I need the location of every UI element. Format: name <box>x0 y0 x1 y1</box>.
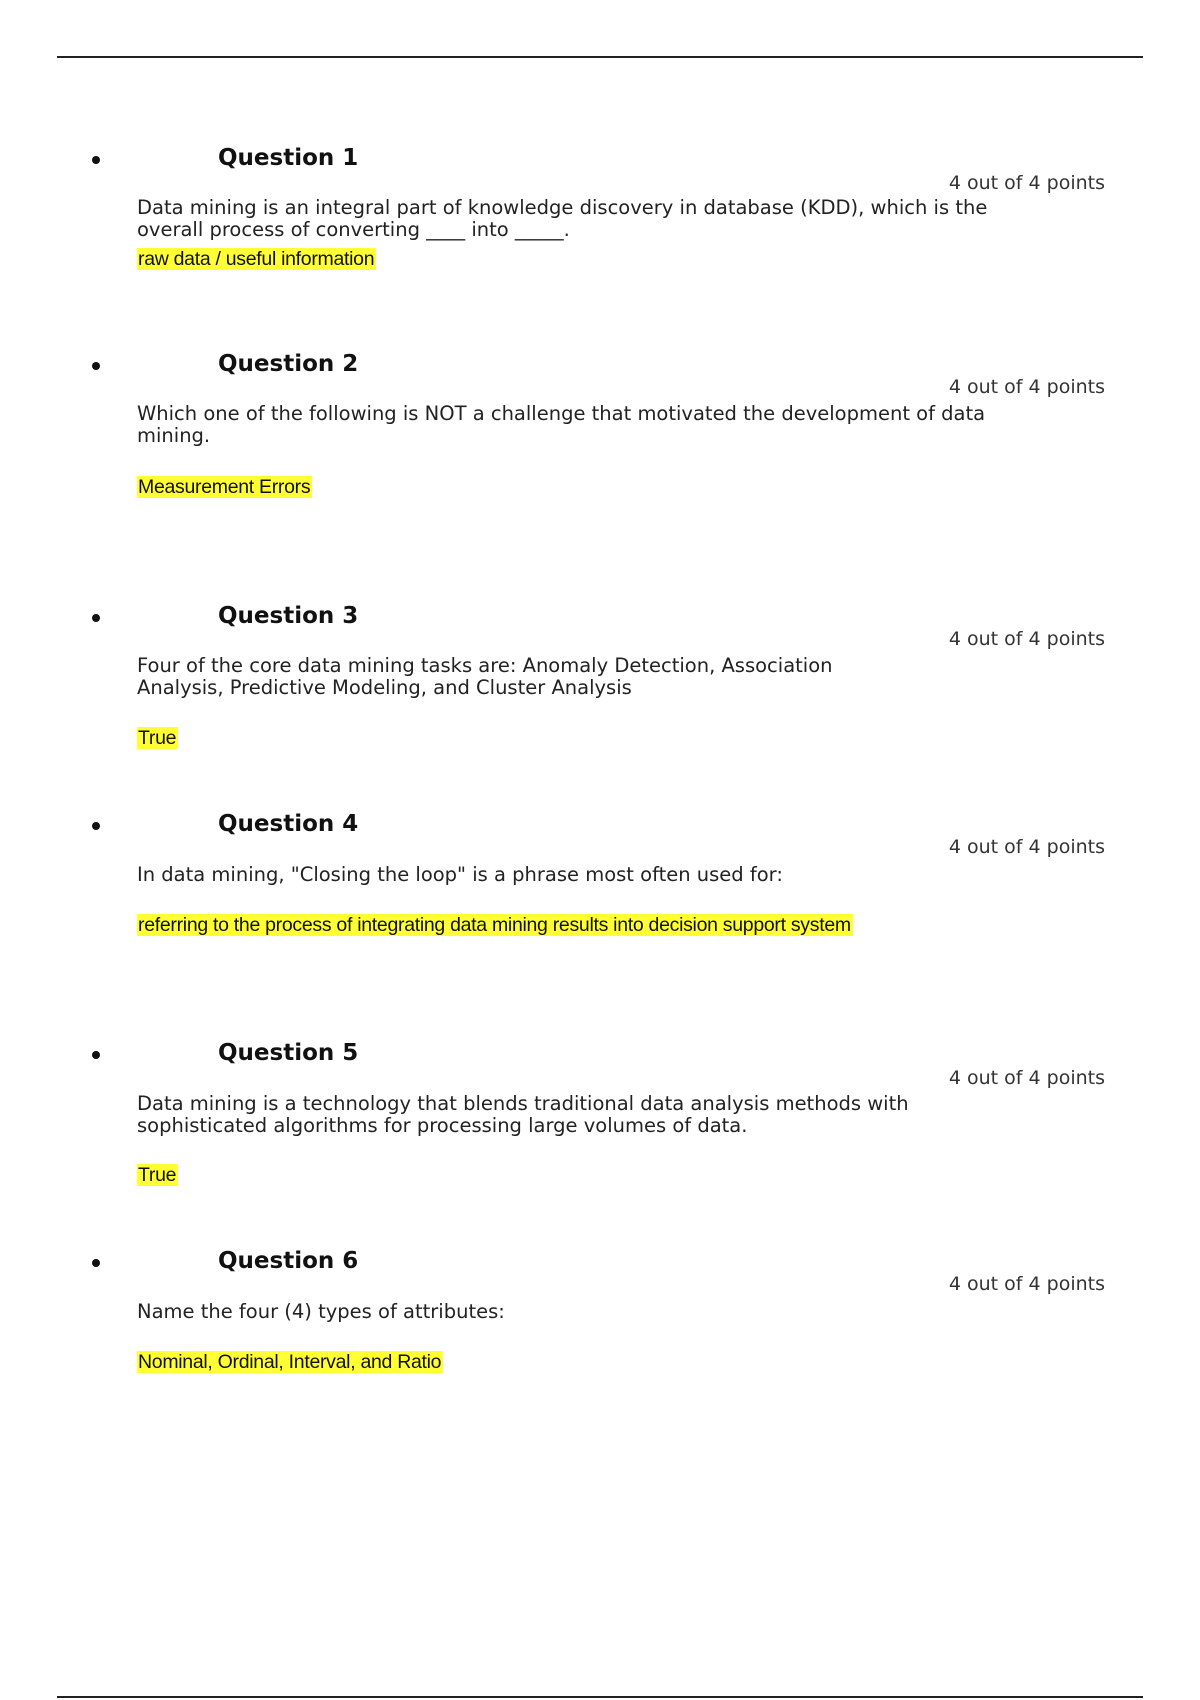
answer-highlight: True <box>138 727 177 749</box>
question-answer <box>137 245 376 273</box>
question-title: Question 6 <box>218 1248 359 1274</box>
answer-highlight: True <box>138 1164 177 1186</box>
question-points: 4 out of 4 points <box>948 628 1105 650</box>
bullet-icon <box>92 362 100 370</box>
question-text: Data mining is a technology that blends traditional data analysis methods with sophisticated algorithms for processing large volumes of data. <box>137 1092 909 1137</box>
question-text: Name the four (4) types of attributes: <box>137 1300 505 1323</box>
bullet-icon <box>92 156 100 164</box>
bullet-icon <box>92 614 100 622</box>
question-points: 4 out of 4 points <box>948 376 1105 398</box>
question-points: 4 out of 4 points <box>948 836 1105 858</box>
question-title: Question 1 <box>218 145 359 171</box>
question-points: 4 out of 4 points <box>948 172 1105 194</box>
answer-highlight: referring to the process of integrating data mining results into decision support system <box>138 914 851 936</box>
bottom-rule <box>57 1696 1143 1698</box>
question-answer <box>137 1348 443 1376</box>
question-points: 4 out of 4 points <box>948 1067 1105 1089</box>
question-answer <box>137 1161 178 1189</box>
question-title: Question 3 <box>218 603 359 629</box>
question-answer <box>137 724 178 752</box>
question-title: Question 2 <box>218 351 359 377</box>
question-text: Four of the core data mining tasks are: Anomaly Detection, Association Analysis, Predictive Modeling, and Cluster Analysis <box>137 654 833 699</box>
bullet-icon <box>92 822 100 830</box>
answer-highlight: Nominal, Ordinal, Interval, and Ratio <box>138 1351 442 1373</box>
question-answer <box>137 911 853 939</box>
top-rule <box>57 56 1143 58</box>
bullet-icon <box>92 1051 100 1059</box>
question-text: In data mining, "Closing the loop" is a phrase most often used for: <box>137 863 783 886</box>
answer-highlight: Measurement Errors <box>138 476 311 498</box>
question-text: Data mining is an integral part of knowledge discovery in database (KDD), which is the overall process of converting ____ into _____. <box>137 196 988 241</box>
question-answer <box>137 473 312 501</box>
question-title: Question 5 <box>218 1040 359 1066</box>
question-text: Which one of the following is NOT a challenge that motivated the development of data mining. <box>137 402 986 447</box>
question-title: Question 4 <box>218 811 359 837</box>
question-points: 4 out of 4 points <box>948 1273 1105 1295</box>
bullet-icon <box>92 1259 100 1267</box>
answer-highlight: raw data / useful information <box>138 248 375 270</box>
